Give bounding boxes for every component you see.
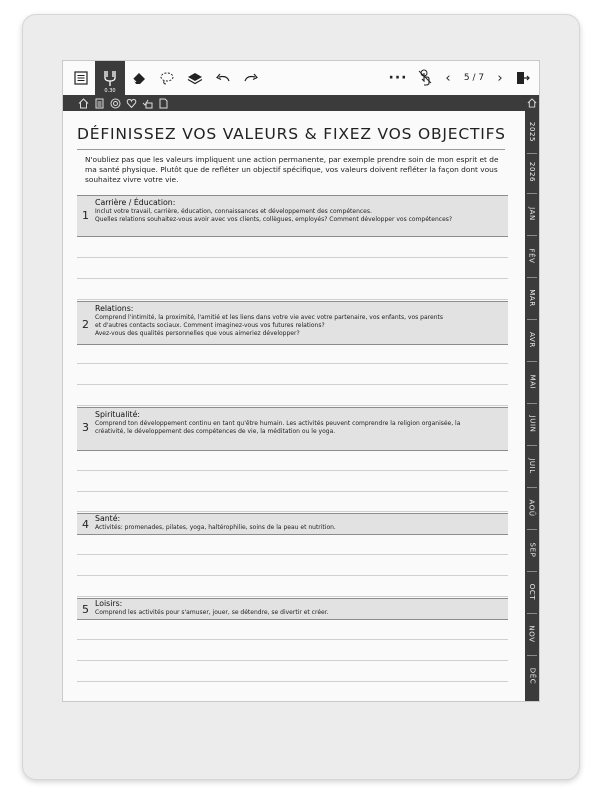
lasso-icon[interactable] — [153, 64, 181, 92]
notes-icon[interactable] — [93, 97, 105, 109]
section-number: 1 — [82, 209, 89, 222]
writing-line[interactable] — [77, 511, 508, 512]
pen-icon — [102, 69, 118, 87]
intro-text: N'oubliez pas que les valeurs impliquent une action permanente, par exemple prendre soin de mon esprit et de ma santé physique. Plutôt que de refléter un objectif spécifique, vos valeurs doivent refléter la façon dont vous souhaitez vivre votre vie. — [85, 155, 499, 184]
side-tab-nov[interactable]: NOV — [528, 625, 536, 643]
section-description: Comprend les activités pour s'amuser, jouer, se détendre, se divertir et créer. — [95, 609, 329, 616]
eraser-icon[interactable] — [125, 64, 153, 92]
side-tab-avr[interactable]: AVR — [528, 332, 537, 348]
checklist-icon[interactable] — [141, 97, 153, 109]
section-number: 3 — [82, 421, 89, 434]
section-description: Comprend ton développement continu en tant qu'être humain. Les activités peuvent comprendre la religion organisée, la créativité, le développement des compétences de vie, la méditation ou le yoga. — [95, 420, 461, 435]
planner-nav-bar — [63, 95, 539, 111]
section-number: 5 — [82, 603, 89, 616]
writing-line[interactable] — [77, 405, 508, 406]
side-tab-sep[interactable]: SEP — [528, 542, 537, 558]
writing-line[interactable] — [77, 554, 508, 555]
section-number: 2 — [82, 318, 89, 331]
redo-icon[interactable] — [237, 64, 265, 92]
home-icon[interactable] — [77, 97, 89, 109]
toolbar-right-group — [385, 61, 539, 95]
side-tab-fev[interactable]: FÉV — [528, 248, 537, 264]
title-divider — [77, 149, 505, 150]
writing-line[interactable] — [77, 384, 508, 385]
section-career — [77, 195, 508, 237]
section-relations — [77, 301, 508, 345]
section-description: Inclut votre travail, carrière, éducation, connaissances et développement des compétences. Quelles relations souhaitez-vous avoir avec vos clients, collègues, employés? Comment développer vos compétences? — [95, 208, 453, 223]
writing-line[interactable] — [77, 639, 508, 640]
side-home-icon[interactable] — [525, 97, 539, 109]
side-tab-juil[interactable]: JUIL — [528, 458, 536, 474]
next-page-icon[interactable]: › — [497, 70, 503, 86]
side-tab-dec[interactable]: DÉC — [528, 667, 537, 685]
writing-line[interactable] — [77, 470, 508, 471]
menu-icon[interactable] — [67, 64, 95, 92]
page-indicator: 5 / 7 — [463, 73, 485, 83]
layers-icon[interactable] — [181, 64, 209, 92]
side-tab-jan[interactable]: JAN — [528, 207, 536, 221]
top-toolbar — [63, 61, 539, 95]
device-home-button[interactable] — [266, 714, 334, 730]
exit-icon[interactable] — [509, 64, 537, 92]
side-tab-aou[interactable]: AOÛ — [528, 499, 537, 517]
section-title: Santé: — [95, 514, 121, 523]
writing-line[interactable] — [77, 257, 508, 258]
writing-line[interactable] — [77, 660, 508, 661]
section-title: Relations: — [95, 304, 134, 313]
section-title: Loisirs: — [95, 599, 123, 608]
more-icon[interactable]: ··· — [388, 70, 408, 86]
writing-line[interactable] — [77, 299, 508, 300]
section-spirituality — [77, 407, 508, 451]
section-leisure — [77, 598, 508, 620]
writing-line[interactable] — [77, 278, 508, 279]
section-title: Carrière / Éducation: — [95, 198, 176, 207]
writing-line[interactable] — [77, 491, 508, 492]
side-tab-mar[interactable]: MAR — [528, 289, 536, 307]
heart-icon[interactable] — [125, 97, 137, 109]
writing-line[interactable] — [77, 681, 508, 682]
screen — [62, 60, 540, 702]
writing-line[interactable] — [77, 575, 508, 576]
pen-tool-button[interactable] — [95, 61, 125, 95]
target-icon[interactable] — [109, 97, 121, 109]
side-tab-mai[interactable]: MAI — [528, 374, 537, 390]
side-tab-2026[interactable]: 2026 — [528, 161, 536, 183]
section-number: 4 — [82, 518, 89, 531]
section-description: Activités: promenades, pilates, yoga, haltérophilie, soins de la peau et nutrition. — [95, 524, 336, 531]
section-health — [77, 513, 508, 535]
page-title: DÉFINISSEZ VOS VALEURS & FIXEZ VOS OBJECTIFS — [77, 125, 506, 143]
page-icon[interactable] — [157, 97, 169, 109]
writing-line[interactable] — [77, 596, 508, 597]
planner-page[interactable] — [63, 111, 525, 701]
writing-line[interactable] — [77, 363, 508, 364]
undo-icon[interactable] — [209, 64, 237, 92]
side-tab-juin[interactable]: JUIN — [528, 415, 537, 433]
side-tab-bar — [525, 95, 539, 701]
section-title: Spiritualité: — [95, 410, 141, 419]
pen-size-label: 0.30 — [104, 88, 116, 94]
prev-page-icon[interactable]: ‹ — [445, 70, 451, 86]
side-tab-2025[interactable]: 2025 — [528, 121, 536, 143]
section-description: Comprend l'intimité, la proximité, l'amitié et les liens dans votre vie avec votre partenaire, vos enfants, vos parents et d'autres contacts sociaux. Comment imaginez-vous vos futures relations? Avez-vous des qualités personnelles que vous aimeriez développer? — [95, 314, 443, 337]
touch-icon[interactable] — [411, 64, 439, 92]
side-tab-oct[interactable]: OCT — [528, 583, 537, 601]
